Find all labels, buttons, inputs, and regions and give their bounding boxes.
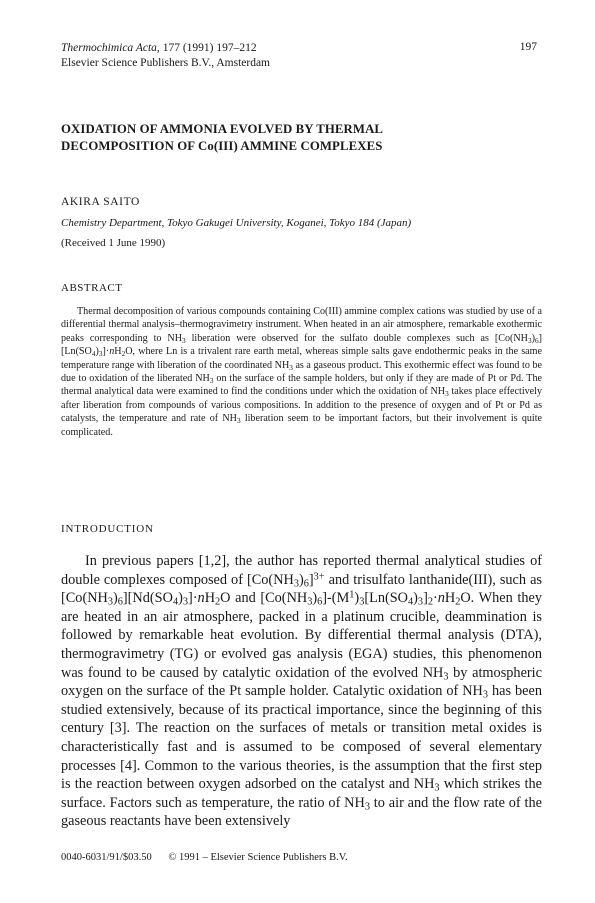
article-title — [61, 121, 541, 154]
journal-citation — [61, 41, 270, 56]
introduction-heading: INTRODUCTION — [61, 523, 154, 535]
author-affiliation: Chemistry Department, Tokyo Gakugei University, Koganei, Tokyo 184 (Japan) — [61, 217, 412, 229]
publisher-line: Elsevier Science Publishers B.V., Amsterdam — [61, 57, 270, 69]
abstract-paragraph: Thermal decomposition of various compounds containing Co(III) ammine complex cations was studied by use of a differential thermal analysis–thermogravimetry instrument. When heated in an air atmosphere, remarkable exothermic peaks corresponding to $NH_3$ liberation were observed for the sulfato double complexes such as $[Co(NH_3)_6][Ln(SO_4)_3]\cdot nH_2O$, where Ln is a trivalent rare earth metal, whereas simple salts gave endothermic peaks in the same temperature range with liberation of the coordinated $NH_3$ as a gaseous product. This exothermic effect was found to be due to oxidation of the liberated $NH_3$ on the surface of the sample holders, but only if they are made of Pt or Pd. The thermal analytical data were examined to find the conditions under which the oxidation of $NH_3$ takes place effectively after liberation from compounds of various compositions. In addition to the presence of oxygen and of Pt or Pd as catalysts, the temperature and rate of $NH_3$ liberation seem to be important factors, but their involvement is quite complicated. — [61, 306, 543, 438]
title-line-1: OXIDATION OF AMMONIA EVOLVED BY THERMAL — [61, 122, 384, 136]
abstract-section — [61, 305, 542, 439]
copyright-notice: © 1991 – Elsevier Science Publishers B.V. — [168, 852, 348, 863]
article-code: 0040-6031/91/$03.50 — [61, 852, 152, 863]
introduction-section — [61, 552, 542, 831]
abstract-heading: ABSTRACT — [61, 282, 123, 294]
introduction-paragraph: In previous papers [1,2], the author has reported thermal analytical studies of double complexes composed of $[Co(NH_3)_6]^{3+}$ and trisulfato lanthanide(III), such as $[Co(NH_3)_6][Nd(SO_4)_3]\cdot nH_2O$ and $[Co(NH_3)_6]-(M^1)_3[Ln(SO_4)_3]_2\cdot nH_2O$. When they are heated in an air atmosphere, packed in a platinum crucible, deammination is followed by remarkable heat evolution. By differential thermal analysis (DTA), thermogravimetry (TG) or evolved gas analysis (EGA) studies, this phenomenon was found to be caused by catalytic oxidation of the evolved $NH_3$ by atmospheric oxygen on the surface of the Pt sample holder. Catalytic oxidation of $NH_3$ has been studied extensively, because of its practical importance, since the beginning of this century [3]. The reaction on the surfaces of metals or transition metal oxides is characteristically fast and is assumed to be composed of several elementary processes [4]. Common to the various theories, is the assumption that the first step is the reaction between oxygen adsorbed on the catalyst and $NH_3$ which strikes the surface. Factors such as temperature, the ratio of $NH_3$ to air and the flow rate of the gaseous reactants have been extensively — [61, 553, 542, 830]
volume-pages: 177 (1991) 197–212 — [159, 42, 257, 54]
page-number: 197 — [519, 41, 537, 53]
received-date: (Received 1 June 1990) — [61, 237, 166, 249]
journal-header — [61, 41, 270, 71]
title-line-2: DECOMPOSITION OF Co(III) AMMINE COMPLEXES — [61, 138, 383, 153]
journal-name: Thermochimica Acta, — [61, 42, 160, 54]
author-name: AKIRA SAITO — [61, 196, 140, 208]
page-footer — [61, 852, 362, 863]
